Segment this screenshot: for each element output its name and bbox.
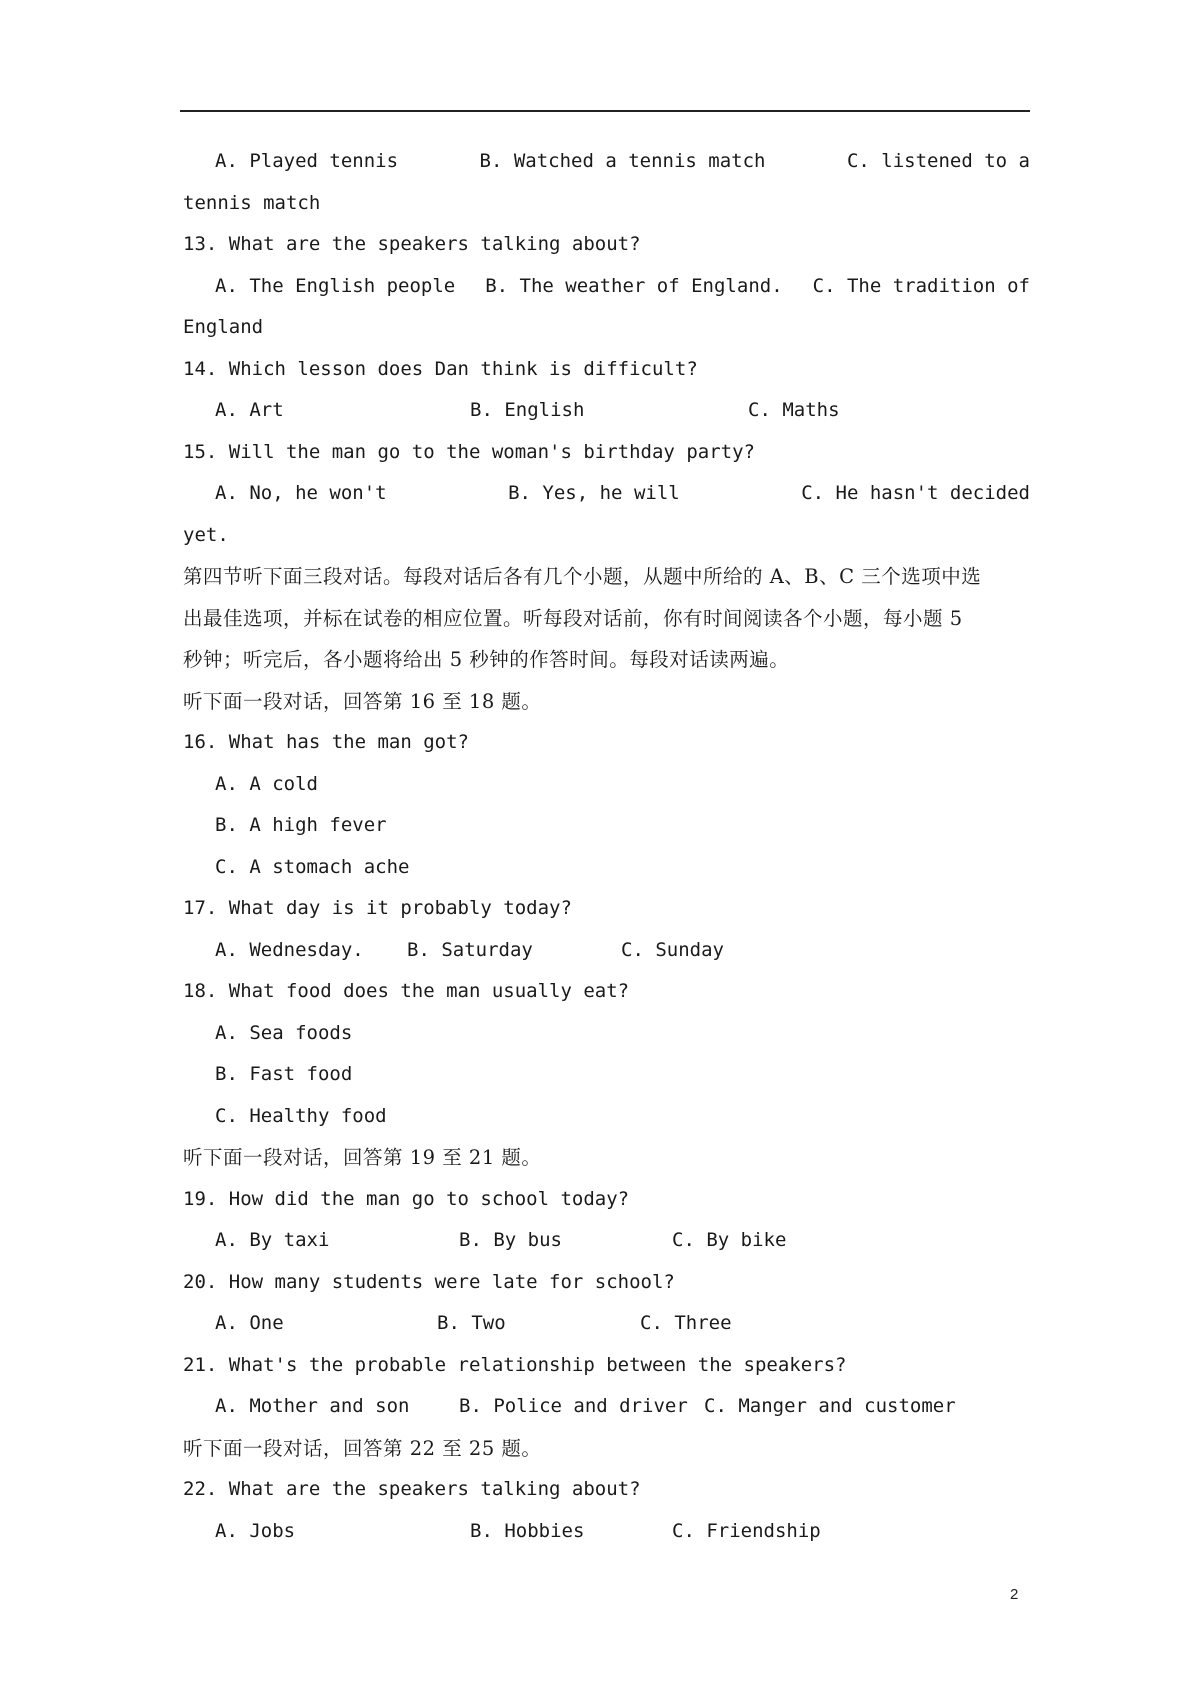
section4-instructions-line2: 出最佳选项，并标在试卷的相应位置。听每段对话前，你有时间阅读各个小题，每小题 5: [183, 606, 963, 630]
q22-option-a: A. Jobs: [215, 1519, 296, 1542]
q18-option-b: B. Fast food: [215, 1063, 353, 1085]
q19-option-b: B. By bus: [459, 1229, 562, 1251]
q22-options: [183, 1511, 1030, 1553]
page-content: [183, 141, 1030, 1552]
q15-option-c-cont: yet.: [183, 523, 229, 546]
q14-option-b: B. English: [470, 399, 585, 421]
q18-question: 18. What food does the man usually eat?: [183, 980, 630, 1002]
q20-option-a: A. One: [215, 1312, 284, 1334]
q13-option-a: A. The English people: [215, 274, 456, 297]
q12-option-a: A. Played tennis: [215, 150, 399, 172]
q21-option-a: A. Mother and son: [215, 1395, 410, 1417]
q15-question: 15. Will the man go to the woman's birthday party?: [183, 440, 755, 463]
q15-option-b: B. Yes, he will: [508, 482, 680, 504]
q18-option-c: C. Healthy food: [215, 1104, 387, 1127]
header-rule: [180, 110, 1030, 112]
page-number: 2: [1010, 1586, 1019, 1603]
q17-options: [183, 930, 1030, 972]
dialog1-intro: 听下面一段对话，回答第 16 至 18 题。: [183, 689, 542, 713]
q19-question: 19. How did the man go to school today?: [183, 1187, 630, 1210]
section4-instructions-line1: 第四节听下面三段对话。每段对话后各有几个小题，从题中所给的 A、B、C 三个选项中选: [183, 565, 982, 588]
q13-option-c: C. The tradition of: [812, 274, 1030, 297]
q15-option-a: A. No, he won't: [215, 482, 387, 504]
section4-instructions-line3: 秒钟；听完后，各小题将给出 5 秒钟的作答时间。每段对话读两遍。: [183, 648, 790, 671]
q16-option-b: B. A high fever: [215, 814, 387, 836]
q14-options: [183, 390, 1030, 432]
q17-option-a: A. Wednesday.: [215, 938, 364, 961]
q21-question: 21. What's the probable relationship between the speakers?: [183, 1353, 847, 1376]
q13-option-b: B. The weather of England.: [485, 274, 783, 297]
q18-option-a: A. Sea foods: [215, 1021, 353, 1044]
q20-options: [183, 1303, 1030, 1345]
q22-option-c: C. Friendship: [672, 1519, 821, 1542]
q12-options: [183, 141, 1030, 183]
q16-question: 16. What has the man got?: [183, 731, 469, 753]
q19-options: [183, 1220, 1030, 1262]
q21-option-b: B. Police and driver: [459, 1395, 688, 1417]
q19-option-a: A. By taxi: [215, 1229, 330, 1251]
q21-option-c: C. Manger and customer: [704, 1395, 956, 1417]
q20-option-c: C. Three: [640, 1312, 732, 1334]
q12-option-c: C. listened to a: [846, 150, 1030, 172]
q19-option-c: C. By bike: [672, 1229, 787, 1251]
q12-option-c-cont: tennis match: [183, 191, 321, 214]
q20-question: 20. How many students were late for school?: [183, 1270, 675, 1293]
q20-option-b: B. Two: [437, 1312, 506, 1334]
q16-option-a: A. A cold: [215, 772, 318, 795]
q15-option-c: C. He hasn't decided: [801, 482, 1030, 504]
q22-question: 22. What are the speakers talking about?: [183, 1478, 641, 1500]
q16-option-c: C. A stomach ache: [215, 855, 410, 878]
q13-options: [183, 266, 1030, 308]
q15-options: [183, 473, 1030, 515]
q12-option-b: B. Watched a tennis match: [479, 150, 766, 172]
dialog3-intro: 听下面一段对话，回答第 22 至 25 题。: [183, 1436, 542, 1460]
q14-option-a: A. Art: [215, 399, 284, 421]
q21-options: [183, 1386, 1030, 1428]
q13-option-c-cont: England: [183, 316, 264, 338]
q14-question: 14. Which lesson does Dan think is difficult?: [183, 357, 698, 380]
q14-option-c: C. Maths: [748, 399, 840, 421]
q13-question: 13. What are the speakers talking about?: [183, 233, 641, 255]
dialog2-intro: 听下面一段对话，回答第 19 至 21 题。: [183, 1146, 542, 1169]
q17-option-c: C. Sunday: [621, 938, 724, 961]
q22-option-b: B. Hobbies: [470, 1519, 585, 1542]
q17-option-b: B. Saturday: [407, 938, 533, 961]
q17-question: 17. What day is it probably today?: [183, 897, 572, 919]
